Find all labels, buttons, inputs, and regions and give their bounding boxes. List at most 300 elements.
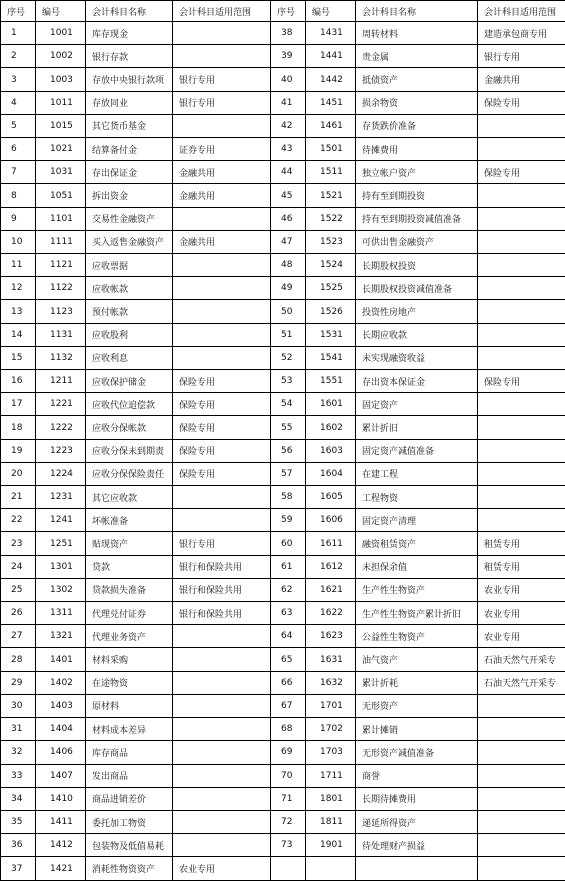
- cell-right-name: 投资性房地产: [356, 300, 478, 323]
- table-row: [1, 462, 565, 485]
- cell-right-seq: 67: [271, 694, 306, 717]
- cell-right-seq: 54: [271, 393, 306, 416]
- cell-left-code: 1251: [36, 532, 86, 555]
- cell-right-code: 1603: [306, 439, 356, 462]
- cell-left-scope: [173, 207, 271, 230]
- cell-right-name: 无形资产: [356, 694, 478, 717]
- cell-left-scope: [173, 694, 271, 717]
- cell-left-name: 应收股利: [86, 323, 173, 346]
- cell-left-name: 其它应收款: [86, 486, 173, 509]
- cell-right-code: 1461: [306, 114, 356, 137]
- cell-right-name: 长期股权投资: [356, 254, 478, 277]
- cell-left-code: 1222: [36, 416, 86, 439]
- cell-left-seq: 9: [1, 207, 36, 230]
- cell-left-seq: 20: [1, 462, 36, 485]
- cell-right-code: 1526: [306, 300, 356, 323]
- cell-left-code: 1231: [36, 486, 86, 509]
- cell-left-code: 1031: [36, 161, 86, 184]
- cell-right-scope: 农业专用: [478, 625, 565, 648]
- cell-left-name: 库存现金: [86, 22, 173, 45]
- cell-left-name: 买入返售金融资产: [86, 230, 173, 253]
- table-row: [1, 578, 565, 601]
- cell-right-seq: 43: [271, 138, 306, 161]
- cell-right-scope: [478, 787, 565, 810]
- cell-right-seq: 60: [271, 532, 306, 555]
- cell-right-scope: [478, 114, 565, 137]
- cell-right-name: 可供出售金融资产: [356, 230, 478, 253]
- cell-left-seq: 35: [1, 810, 36, 833]
- cell-right-name: 存出资本保证金: [356, 370, 478, 393]
- table-row: [1, 718, 565, 741]
- table-row: [1, 370, 565, 393]
- cell-left-code: 1403: [36, 694, 86, 717]
- cell-right-scope: [478, 439, 565, 462]
- cell-right-seq: 68: [271, 718, 306, 741]
- cell-right-name: 油气资产: [356, 648, 478, 671]
- cell-right-name: 待处理财产损益: [356, 834, 478, 857]
- cell-right-seq: 62: [271, 578, 306, 601]
- cell-left-seq: 2: [1, 45, 36, 68]
- table-row: [1, 741, 565, 764]
- cell-left-seq: 23: [1, 532, 36, 555]
- cell-left-code: 1221: [36, 393, 86, 416]
- cell-left-name: 坏帐准备: [86, 509, 173, 532]
- table-row: [1, 625, 565, 648]
- cell-left-seq: 24: [1, 555, 36, 578]
- cell-left-scope: [173, 741, 271, 764]
- cell-right-code: 1611: [306, 532, 356, 555]
- cell-right-name: 长期应收款: [356, 323, 478, 346]
- cell-left-code: 1321: [36, 625, 86, 648]
- cell-left-code: 1412: [36, 834, 86, 857]
- table-row: [1, 555, 565, 578]
- table-row: [1, 161, 565, 184]
- cell-left-code: 1051: [36, 184, 86, 207]
- cell-left-name: 应收代位追偿款: [86, 393, 173, 416]
- cell-left-scope: [173, 764, 271, 787]
- cell-right-name: 持有至到期投资: [356, 184, 478, 207]
- cell-left-code: 1021: [36, 138, 86, 161]
- cell-left-seq: 30: [1, 694, 36, 717]
- cell-right-code: 1431: [306, 22, 356, 45]
- header-name-left: 会计科目名称: [86, 1, 173, 22]
- cell-right-scope: 租赁专用: [478, 532, 565, 555]
- table-row: [1, 45, 565, 68]
- cell-right-scope: [478, 810, 565, 833]
- cell-left-code: 1410: [36, 787, 86, 810]
- cell-left-seq: 22: [1, 509, 36, 532]
- cell-right-name: 抵债资产: [356, 68, 478, 91]
- cell-right-scope: 农业专用: [478, 578, 565, 601]
- table-row: [1, 393, 565, 416]
- table-row: [1, 22, 565, 45]
- cell-left-code: 1003: [36, 68, 86, 91]
- cell-right-name: 损余物资: [356, 91, 478, 114]
- cell-left-scope: [173, 22, 271, 45]
- cell-right-seq: 59: [271, 509, 306, 532]
- cell-left-code: 1132: [36, 346, 86, 369]
- cell-left-seq: 32: [1, 741, 36, 764]
- cell-left-seq: 13: [1, 300, 36, 323]
- cell-right-seq: [271, 857, 306, 881]
- cell-left-name: 商品进销差价: [86, 787, 173, 810]
- cell-left-code: 1111: [36, 230, 86, 253]
- cell-left-scope: 银行专用: [173, 91, 271, 114]
- cell-right-seq: 72: [271, 810, 306, 833]
- cell-left-code: 1302: [36, 578, 86, 601]
- cell-right-scope: [478, 416, 565, 439]
- cell-left-name: 应收分保帐款: [86, 416, 173, 439]
- cell-right-code: 1621: [306, 578, 356, 601]
- cell-right-scope: 银行专用: [478, 45, 565, 68]
- cell-left-seq: 12: [1, 277, 36, 300]
- cell-left-scope: [173, 509, 271, 532]
- cell-left-seq: 33: [1, 764, 36, 787]
- cell-right-name: 生产性生物资产: [356, 578, 478, 601]
- cell-right-scope: 保险专用: [478, 91, 565, 114]
- cell-left-name: 贴现资产: [86, 532, 173, 555]
- cell-left-name: 存放同业: [86, 91, 173, 114]
- table-row: [1, 277, 565, 300]
- table-row: [1, 834, 565, 857]
- cell-right-scope: 石油天然气开采专: [478, 671, 565, 694]
- cell-left-name: 材料成本差异: [86, 718, 173, 741]
- cell-right-name: 工程物资: [356, 486, 478, 509]
- table-row: [1, 532, 565, 555]
- cell-left-scope: 保险专用: [173, 439, 271, 462]
- cell-right-code: 1521: [306, 184, 356, 207]
- cell-right-scope: 租赁专用: [478, 555, 565, 578]
- cell-right-seq: 73: [271, 834, 306, 857]
- cell-left-scope: [173, 486, 271, 509]
- cell-right-scope: [478, 300, 565, 323]
- cell-left-code: 1421: [36, 857, 86, 881]
- cell-right-code: 1703: [306, 741, 356, 764]
- cell-left-scope: [173, 277, 271, 300]
- cell-right-code: 1801: [306, 787, 356, 810]
- cell-left-name: 交易性金融资产: [86, 207, 173, 230]
- cell-left-name: 应收保护储金: [86, 370, 173, 393]
- cell-left-scope: 保险专用: [173, 393, 271, 416]
- cell-right-scope: [478, 207, 565, 230]
- cell-right-seq: 44: [271, 161, 306, 184]
- cell-left-seq: 37: [1, 857, 36, 881]
- cell-left-seq: 25: [1, 578, 36, 601]
- cell-right-name: 固定资产减值准备: [356, 439, 478, 462]
- cell-right-code: 1602: [306, 416, 356, 439]
- cell-right-seq: 64: [271, 625, 306, 648]
- cell-left-scope: [173, 787, 271, 810]
- cell-right-seq: 42: [271, 114, 306, 137]
- cell-left-name: 存出保证金: [86, 161, 173, 184]
- cell-left-code: 1211: [36, 370, 86, 393]
- table-row: [1, 694, 565, 717]
- cell-left-seq: 34: [1, 787, 36, 810]
- cell-right-seq: 41: [271, 91, 306, 114]
- cell-right-seq: 52: [271, 346, 306, 369]
- cell-left-code: 1404: [36, 718, 86, 741]
- cell-right-scope: 保险专用: [478, 161, 565, 184]
- cell-right-seq: 49: [271, 277, 306, 300]
- cell-left-scope: [173, 625, 271, 648]
- cell-right-seq: 63: [271, 602, 306, 625]
- cell-left-seq: 16: [1, 370, 36, 393]
- cell-left-code: 1223: [36, 439, 86, 462]
- cell-right-seq: 46: [271, 207, 306, 230]
- table-row: [1, 207, 565, 230]
- cell-left-seq: 4: [1, 91, 36, 114]
- cell-right-code: 1631: [306, 648, 356, 671]
- cell-right-seq: 58: [271, 486, 306, 509]
- cell-left-seq: 3: [1, 68, 36, 91]
- cell-right-scope: 石油天然气开采专: [478, 648, 565, 671]
- cell-left-name: 应收帐款: [86, 277, 173, 300]
- cell-right-name: 生产性生物资产累计折旧: [356, 602, 478, 625]
- table-row: [1, 323, 565, 346]
- cell-right-scope: [478, 230, 565, 253]
- cell-right-code: 1551: [306, 370, 356, 393]
- cell-right-seq: 51: [271, 323, 306, 346]
- cell-right-name: 待摊费用: [356, 138, 478, 161]
- cell-left-code: 1101: [36, 207, 86, 230]
- cell-right-code: 1541: [306, 346, 356, 369]
- cell-left-name: 拆出资金: [86, 184, 173, 207]
- cell-right-name: 未实现融资收益: [356, 346, 478, 369]
- cell-right-code: 1523: [306, 230, 356, 253]
- cell-left-name: 材料采购: [86, 648, 173, 671]
- table-row: [1, 416, 565, 439]
- cell-right-name: 公益性生物资产: [356, 625, 478, 648]
- cell-right-scope: [478, 857, 565, 881]
- cell-right-code: 1511: [306, 161, 356, 184]
- cell-left-scope: 银行和保险共用: [173, 578, 271, 601]
- cell-right-seq: 61: [271, 555, 306, 578]
- cell-left-code: 1402: [36, 671, 86, 694]
- cell-right-code: 1525: [306, 277, 356, 300]
- cell-left-name: 代理业务资产: [86, 625, 173, 648]
- cell-left-name: 贷款损失准备: [86, 578, 173, 601]
- cell-left-scope: [173, 323, 271, 346]
- cell-right-seq: 65: [271, 648, 306, 671]
- cell-right-code: [306, 857, 356, 881]
- header-seq-left: 序号: [1, 1, 36, 22]
- cell-right-name: 周转材料: [356, 22, 478, 45]
- table-row: [1, 486, 565, 509]
- cell-left-scope: [173, 346, 271, 369]
- table-row: [1, 300, 565, 323]
- cell-right-scope: 农业专用: [478, 602, 565, 625]
- cell-right-scope: [478, 764, 565, 787]
- header-scope-right: 会计科目适用范围: [478, 1, 565, 22]
- cell-left-code: 1015: [36, 114, 86, 137]
- cell-left-seq: 8: [1, 184, 36, 207]
- cell-right-seq: 70: [271, 764, 306, 787]
- cell-right-seq: 40: [271, 68, 306, 91]
- cell-right-code: 1622: [306, 602, 356, 625]
- cell-left-seq: 5: [1, 114, 36, 137]
- cell-right-code: 1901: [306, 834, 356, 857]
- cell-right-name: 在建工程: [356, 462, 478, 485]
- cell-left-scope: 保险专用: [173, 370, 271, 393]
- table-row: [1, 787, 565, 810]
- cell-right-scope: [478, 718, 565, 741]
- cell-left-name: 应收票据: [86, 254, 173, 277]
- cell-right-code: 1811: [306, 810, 356, 833]
- cell-right-scope: [478, 184, 565, 207]
- cell-left-code: 1407: [36, 764, 86, 787]
- cell-left-scope: [173, 834, 271, 857]
- header-scope-left: 会计科目适用范围: [173, 1, 271, 22]
- table-row: [1, 857, 565, 881]
- cell-right-seq: 45: [271, 184, 306, 207]
- cell-left-scope: [173, 45, 271, 68]
- table-row: [1, 91, 565, 114]
- cell-left-name: 存放中央银行款项: [86, 68, 173, 91]
- table-header-row: [1, 1, 565, 22]
- cell-right-seq: 57: [271, 462, 306, 485]
- cell-right-code: 1442: [306, 68, 356, 91]
- table-row: [1, 509, 565, 532]
- cell-right-name: 累计折耗: [356, 671, 478, 694]
- header-seq-right: 序号: [271, 1, 306, 22]
- cell-right-code: 1441: [306, 45, 356, 68]
- cell-left-name: 消耗性物资资产: [86, 857, 173, 881]
- cell-right-name: 固定资产: [356, 393, 478, 416]
- cell-left-code: 1301: [36, 555, 86, 578]
- cell-left-seq: 21: [1, 486, 36, 509]
- cell-right-scope: [478, 254, 565, 277]
- cell-right-scope: [478, 462, 565, 485]
- cell-left-name: 其它货币基金: [86, 114, 173, 137]
- cell-right-name: 累计折旧: [356, 416, 478, 439]
- cell-left-name: 代理兑付证券: [86, 602, 173, 625]
- cell-right-code: 1451: [306, 91, 356, 114]
- cell-left-code: 1131: [36, 323, 86, 346]
- cell-right-seq: 50: [271, 300, 306, 323]
- cell-right-seq: 66: [271, 671, 306, 694]
- cell-right-scope: [478, 323, 565, 346]
- cell-left-scope: [173, 300, 271, 323]
- cell-right-code: 1702: [306, 718, 356, 741]
- cell-left-scope: 金融共用: [173, 184, 271, 207]
- cell-right-scope: [478, 741, 565, 764]
- cell-left-name: 银行存款: [86, 45, 173, 68]
- cell-left-name: 贷款: [86, 555, 173, 578]
- table-row: [1, 602, 565, 625]
- table-row: [1, 346, 565, 369]
- cell-left-code: 1311: [36, 602, 86, 625]
- cell-right-name: 累计摊销: [356, 718, 478, 741]
- cell-right-seq: 71: [271, 787, 306, 810]
- cell-right-scope: [478, 694, 565, 717]
- cell-left-name: 包装物及低值易耗: [86, 834, 173, 857]
- cell-left-seq: 17: [1, 393, 36, 416]
- cell-left-code: 1401: [36, 648, 86, 671]
- cell-left-code: 1241: [36, 509, 86, 532]
- cell-left-scope: [173, 114, 271, 137]
- cell-left-scope: [173, 810, 271, 833]
- cell-left-scope: 银行和保险共用: [173, 602, 271, 625]
- cell-left-name: 预付帐款: [86, 300, 173, 323]
- cell-right-code: 1605: [306, 486, 356, 509]
- table-row: [1, 138, 565, 161]
- cell-left-seq: 31: [1, 718, 36, 741]
- cell-left-code: 1406: [36, 741, 86, 764]
- cell-right-seq: 38: [271, 22, 306, 45]
- cell-left-name: 原材料: [86, 694, 173, 717]
- cell-right-code: 1606: [306, 509, 356, 532]
- cell-right-name: 持有至到期投资减值准备: [356, 207, 478, 230]
- cell-right-seq: 39: [271, 45, 306, 68]
- cell-left-name: 应收分保未到期责: [86, 439, 173, 462]
- cell-right-name: 存货跌价准备: [356, 114, 478, 137]
- cell-left-code: 1224: [36, 462, 86, 485]
- cell-right-name: [356, 857, 478, 881]
- table-row: [1, 114, 565, 137]
- table-row: [1, 68, 565, 91]
- cell-right-scope: [478, 509, 565, 532]
- cell-left-name: 应收分保保险责任: [86, 462, 173, 485]
- cell-right-scope: 金融共用: [478, 68, 565, 91]
- cell-left-seq: 10: [1, 230, 36, 253]
- cell-right-code: 1501: [306, 138, 356, 161]
- cell-right-code: 1522: [306, 207, 356, 230]
- cell-right-name: 商誉: [356, 764, 478, 787]
- cell-right-scope: [478, 138, 565, 161]
- cell-right-scope: [478, 346, 565, 369]
- cell-right-seq: 69: [271, 741, 306, 764]
- cell-right-scope: [478, 486, 565, 509]
- table-row: [1, 764, 565, 787]
- cell-right-name: 长期股权投资减值准备: [356, 277, 478, 300]
- cell-left-scope: 证券专用: [173, 138, 271, 161]
- cell-left-scope: 银行专用: [173, 68, 271, 91]
- header-code-right: 编号: [306, 1, 356, 22]
- cell-left-name: 库存商品: [86, 741, 173, 764]
- cell-right-code: 1632: [306, 671, 356, 694]
- cell-right-scope: [478, 277, 565, 300]
- cell-left-scope: [173, 648, 271, 671]
- table-row: [1, 254, 565, 277]
- cell-right-code: 1612: [306, 555, 356, 578]
- cell-left-scope: 保险专用: [173, 462, 271, 485]
- cell-right-code: 1623: [306, 625, 356, 648]
- cell-left-seq: 7: [1, 161, 36, 184]
- cell-left-name: 在途物资: [86, 671, 173, 694]
- cell-left-seq: 11: [1, 254, 36, 277]
- cell-right-scope: 建造承包商专用: [478, 22, 565, 45]
- cell-left-code: 1121: [36, 254, 86, 277]
- cell-left-seq: 1: [1, 22, 36, 45]
- cell-left-scope: 银行和保险共用: [173, 555, 271, 578]
- cell-right-code: 1524: [306, 254, 356, 277]
- cell-right-code: 1531: [306, 323, 356, 346]
- cell-right-code: 1601: [306, 393, 356, 416]
- cell-left-seq: 19: [1, 439, 36, 462]
- cell-left-seq: 27: [1, 625, 36, 648]
- cell-left-scope: 金融共用: [173, 230, 271, 253]
- cell-left-scope: [173, 254, 271, 277]
- cell-right-code: 1711: [306, 764, 356, 787]
- cell-right-name: 长期待摊费用: [356, 787, 478, 810]
- cell-left-seq: 26: [1, 602, 36, 625]
- cell-right-code: 1604: [306, 462, 356, 485]
- cell-left-seq: 15: [1, 346, 36, 369]
- cell-left-scope: 金融共用: [173, 161, 271, 184]
- cell-right-name: 无形资产减值准备: [356, 741, 478, 764]
- table-row: [1, 184, 565, 207]
- cell-left-seq: 6: [1, 138, 36, 161]
